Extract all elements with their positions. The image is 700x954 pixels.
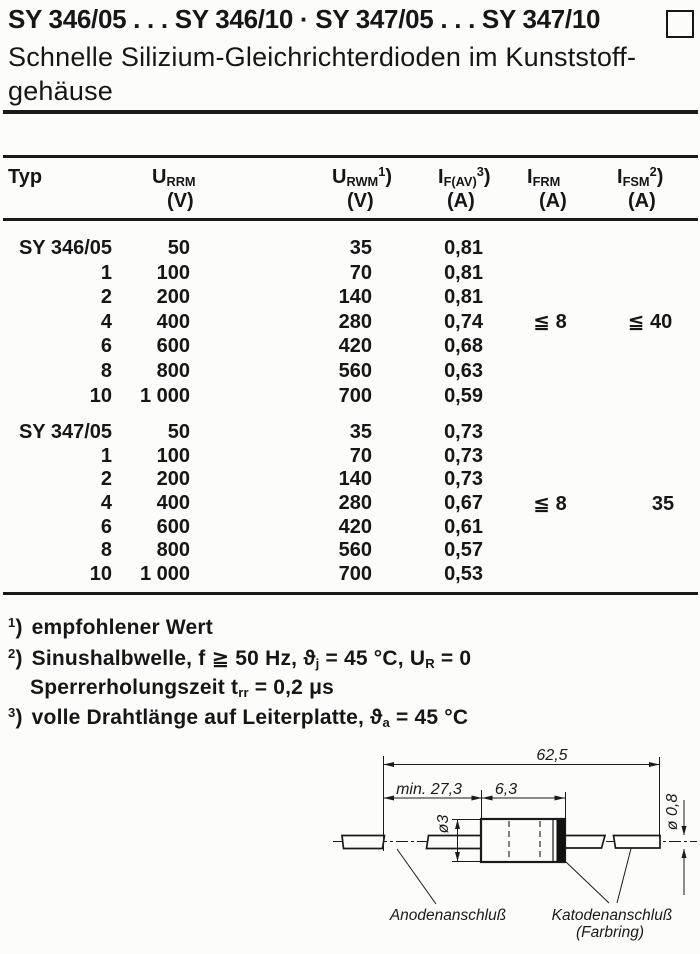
symbol-subscript: RWM bbox=[346, 174, 379, 189]
urwm-cell: 70 bbox=[349, 444, 372, 467]
table-group-sy347 bbox=[0, 421, 700, 587]
footnote-ref-paren: ) bbox=[385, 166, 392, 188]
symbol-subscript: FRM bbox=[532, 174, 561, 189]
subscript: a bbox=[382, 715, 390, 730]
ifav-cell: 0,73 bbox=[444, 444, 483, 467]
urrm-cell: 400 bbox=[156, 310, 190, 333]
symbol-subscript: F(AV) bbox=[443, 174, 477, 189]
typ-cell: 4 bbox=[100, 310, 112, 333]
table-row bbox=[0, 563, 700, 587]
cathode-label-note: (Farbring) bbox=[575, 924, 645, 941]
footnote-marker: 2 bbox=[8, 646, 16, 661]
typ-cell: 10 bbox=[89, 384, 112, 407]
dim-lead-min-length: min. 27,3 bbox=[396, 781, 462, 798]
footnote-marker-paren: ) bbox=[15, 647, 23, 670]
page-title: SY 346/05 . . . SY 346/10 · SY 347/05 . . . SY 347/10 bbox=[8, 4, 601, 34]
urrm-cell: 1 000 bbox=[139, 563, 190, 586]
subscript: j bbox=[315, 656, 320, 671]
urwm-cell: 280 bbox=[338, 492, 372, 515]
col-header-typ: Typ bbox=[8, 166, 43, 188]
urrm-cell: 50 bbox=[167, 421, 190, 443]
urrm-cell: 50 bbox=[167, 237, 190, 259]
footnote-text: = 0,2 μs bbox=[248, 676, 335, 699]
typ-cell: 6 bbox=[100, 515, 112, 538]
footnote-text: = 0 bbox=[434, 647, 472, 670]
typ-cell: SY 346/05 bbox=[18, 237, 112, 259]
table-row bbox=[0, 261, 700, 286]
urrm-cell: 1 000 bbox=[139, 384, 190, 407]
footnote-text: Sinushalbwelle, f ≧ 50 Hz, ϑ bbox=[31, 647, 316, 670]
urrm-cell: 200 bbox=[156, 286, 190, 309]
col-header-ifsm bbox=[617, 166, 663, 189]
ifav-cell: 0,53 bbox=[444, 563, 483, 586]
footnote-ref: 2 bbox=[649, 164, 657, 179]
urwm-cell: 140 bbox=[338, 286, 372, 309]
ifav-cell: 0,81 bbox=[444, 261, 483, 284]
urrm-cell: 200 bbox=[156, 468, 190, 491]
urwm-cell: 560 bbox=[338, 539, 372, 562]
col-unit-ifav: (A) bbox=[447, 190, 475, 212]
subscript: rr bbox=[238, 685, 249, 700]
symbol-base: U bbox=[152, 166, 167, 188]
typ-cell: 10 bbox=[89, 563, 112, 586]
dim-overall-length: 62,5 bbox=[536, 747, 568, 764]
ifav-cell: 0,63 bbox=[444, 359, 483, 382]
ifav-cell: 0,67 bbox=[444, 492, 483, 515]
subtitle-line-2: gehäuse bbox=[8, 76, 113, 106]
urwm-cell: 35 bbox=[349, 421, 372, 443]
footnote-ref: 1 bbox=[378, 164, 386, 179]
typ-cell: 2 bbox=[100, 468, 112, 491]
symbol-base: I bbox=[527, 166, 533, 188]
footnote-text: Sperrerholungszeit t bbox=[30, 676, 239, 699]
footnote-ref-paren: ) bbox=[656, 166, 664, 188]
footnote-marker-paren: ) bbox=[15, 706, 23, 729]
table-row bbox=[0, 421, 700, 445]
col-header-ifrm bbox=[527, 166, 560, 189]
col-header-ifav bbox=[438, 166, 491, 189]
typ-cell: 1 bbox=[100, 444, 112, 467]
typ-cell: 1 bbox=[100, 261, 112, 284]
table-row bbox=[0, 539, 700, 563]
col-unit-urrm: (V) bbox=[167, 190, 194, 212]
table-bottom-rule bbox=[3, 592, 698, 595]
ifav-cell: 0,81 bbox=[444, 237, 483, 259]
ifsm-value: ≦ 40 bbox=[627, 311, 673, 333]
cathode-leader-line-2 bbox=[617, 849, 631, 904]
anode-leader-line bbox=[397, 849, 436, 904]
footnote-ref-paren: ) bbox=[483, 166, 491, 188]
ifav-cell: 0,73 bbox=[444, 468, 483, 491]
col-unit-ifrm: (A) bbox=[539, 190, 567, 212]
anode-lead-outer bbox=[342, 836, 385, 849]
urrm-cell: 400 bbox=[156, 492, 190, 515]
anode-lead-inner bbox=[427, 836, 482, 849]
footnote-3 bbox=[8, 706, 468, 730]
table-row bbox=[0, 285, 700, 310]
ifav-cell: 0,59 bbox=[444, 384, 483, 407]
typ-cell: 6 bbox=[100, 335, 112, 358]
col-header-urrm bbox=[152, 166, 196, 189]
table-top-rule bbox=[3, 155, 698, 158]
urrm-cell: 100 bbox=[156, 261, 190, 284]
urwm-cell: 70 bbox=[349, 261, 372, 284]
ifrm-value: ≦ 8 bbox=[533, 493, 567, 515]
table-row bbox=[0, 236, 700, 261]
footnote-2 bbox=[8, 646, 471, 671]
ifav-cell: 0,73 bbox=[444, 421, 483, 443]
typ-cell: 2 bbox=[100, 286, 112, 309]
ifav-cell: 0,74 bbox=[444, 310, 483, 333]
urwm-cell: 700 bbox=[338, 563, 372, 586]
symbol-base: I bbox=[438, 166, 444, 188]
footnote-text: volle Drahtlänge auf Leiterplatte, ϑ bbox=[31, 706, 383, 729]
urwm-cell: 420 bbox=[338, 335, 372, 358]
urrm-cell: 800 bbox=[156, 359, 190, 382]
footnote-text: = 45 °C bbox=[389, 706, 469, 729]
table-row bbox=[0, 384, 700, 409]
cathode-lead-inner bbox=[565, 836, 605, 849]
urrm-cell: 100 bbox=[156, 444, 190, 467]
typ-cell: SY 347/05 bbox=[18, 421, 112, 443]
footnote-text: empfohlener Wert bbox=[31, 616, 213, 639]
table-row bbox=[0, 359, 700, 384]
dim-body-diameter: ø3 bbox=[435, 814, 452, 834]
table-row bbox=[0, 334, 700, 359]
footnote-marker: 1 bbox=[8, 615, 16, 630]
table-row bbox=[0, 445, 700, 469]
ifsm-value: 35 bbox=[651, 493, 675, 515]
urwm-cell: 35 bbox=[349, 237, 372, 259]
dim-lead-diameter: ø 0,8 bbox=[664, 793, 681, 831]
anode-label: Anodenanschluß bbox=[389, 907, 507, 924]
subscript: R bbox=[425, 656, 435, 671]
table-group-sy346 bbox=[0, 236, 700, 408]
urrm-cell: 600 bbox=[156, 335, 190, 358]
typ-cell: 8 bbox=[100, 359, 112, 382]
package-drawing bbox=[330, 738, 700, 954]
cathode-leader-line-1 bbox=[566, 862, 609, 903]
col-unit-urwm: (V) bbox=[347, 190, 374, 212]
ifav-cell: 0,68 bbox=[444, 335, 483, 358]
footnote-ref: 3 bbox=[476, 164, 484, 179]
corner-square-marker bbox=[666, 10, 694, 38]
cathode-lead-outer bbox=[614, 836, 661, 849]
urwm-cell: 700 bbox=[338, 384, 372, 407]
table-row bbox=[0, 516, 700, 540]
ifrm-value: ≦ 8 bbox=[533, 311, 567, 333]
urwm-cell: 140 bbox=[338, 468, 372, 491]
table-header-rule bbox=[3, 218, 698, 221]
footnote-text: = 45 °C, U bbox=[319, 647, 426, 670]
ifav-cell: 0,57 bbox=[444, 539, 483, 562]
cathode-label: Katodenanschluß bbox=[551, 907, 673, 924]
subtitle-line-1: Schnelle Silizium-Gleichrichterdioden im Kunststoff- bbox=[8, 42, 637, 72]
footnote-1 bbox=[8, 616, 213, 640]
footnote-marker: 3 bbox=[8, 705, 16, 720]
dim-body-length: 6,3 bbox=[494, 781, 518, 798]
symbol-subscript: FSM bbox=[622, 174, 650, 189]
cathode-color-band bbox=[557, 820, 566, 862]
typ-cell: 8 bbox=[100, 539, 112, 562]
urrm-cell: 600 bbox=[156, 515, 190, 538]
symbol-base: U bbox=[332, 166, 347, 188]
urwm-cell: 560 bbox=[338, 359, 372, 382]
typ-cell: 4 bbox=[100, 492, 112, 515]
footnote-marker-paren: ) bbox=[15, 616, 23, 639]
symbol-base: I bbox=[617, 166, 623, 188]
col-header-urwm bbox=[332, 166, 392, 189]
ifav-cell: 0,61 bbox=[444, 515, 483, 538]
page-subtitle bbox=[8, 40, 698, 108]
footnote-2-line-2 bbox=[30, 676, 334, 700]
urrm-cell: 800 bbox=[156, 539, 190, 562]
table-row bbox=[0, 468, 700, 492]
col-unit-ifsm: (A) bbox=[628, 190, 656, 212]
urwm-cell: 420 bbox=[338, 515, 372, 538]
symbol-subscript: RRM bbox=[166, 174, 196, 189]
ifav-cell: 0,81 bbox=[444, 286, 483, 309]
urwm-cell: 280 bbox=[338, 310, 372, 333]
section-divider-rule bbox=[3, 110, 698, 114]
